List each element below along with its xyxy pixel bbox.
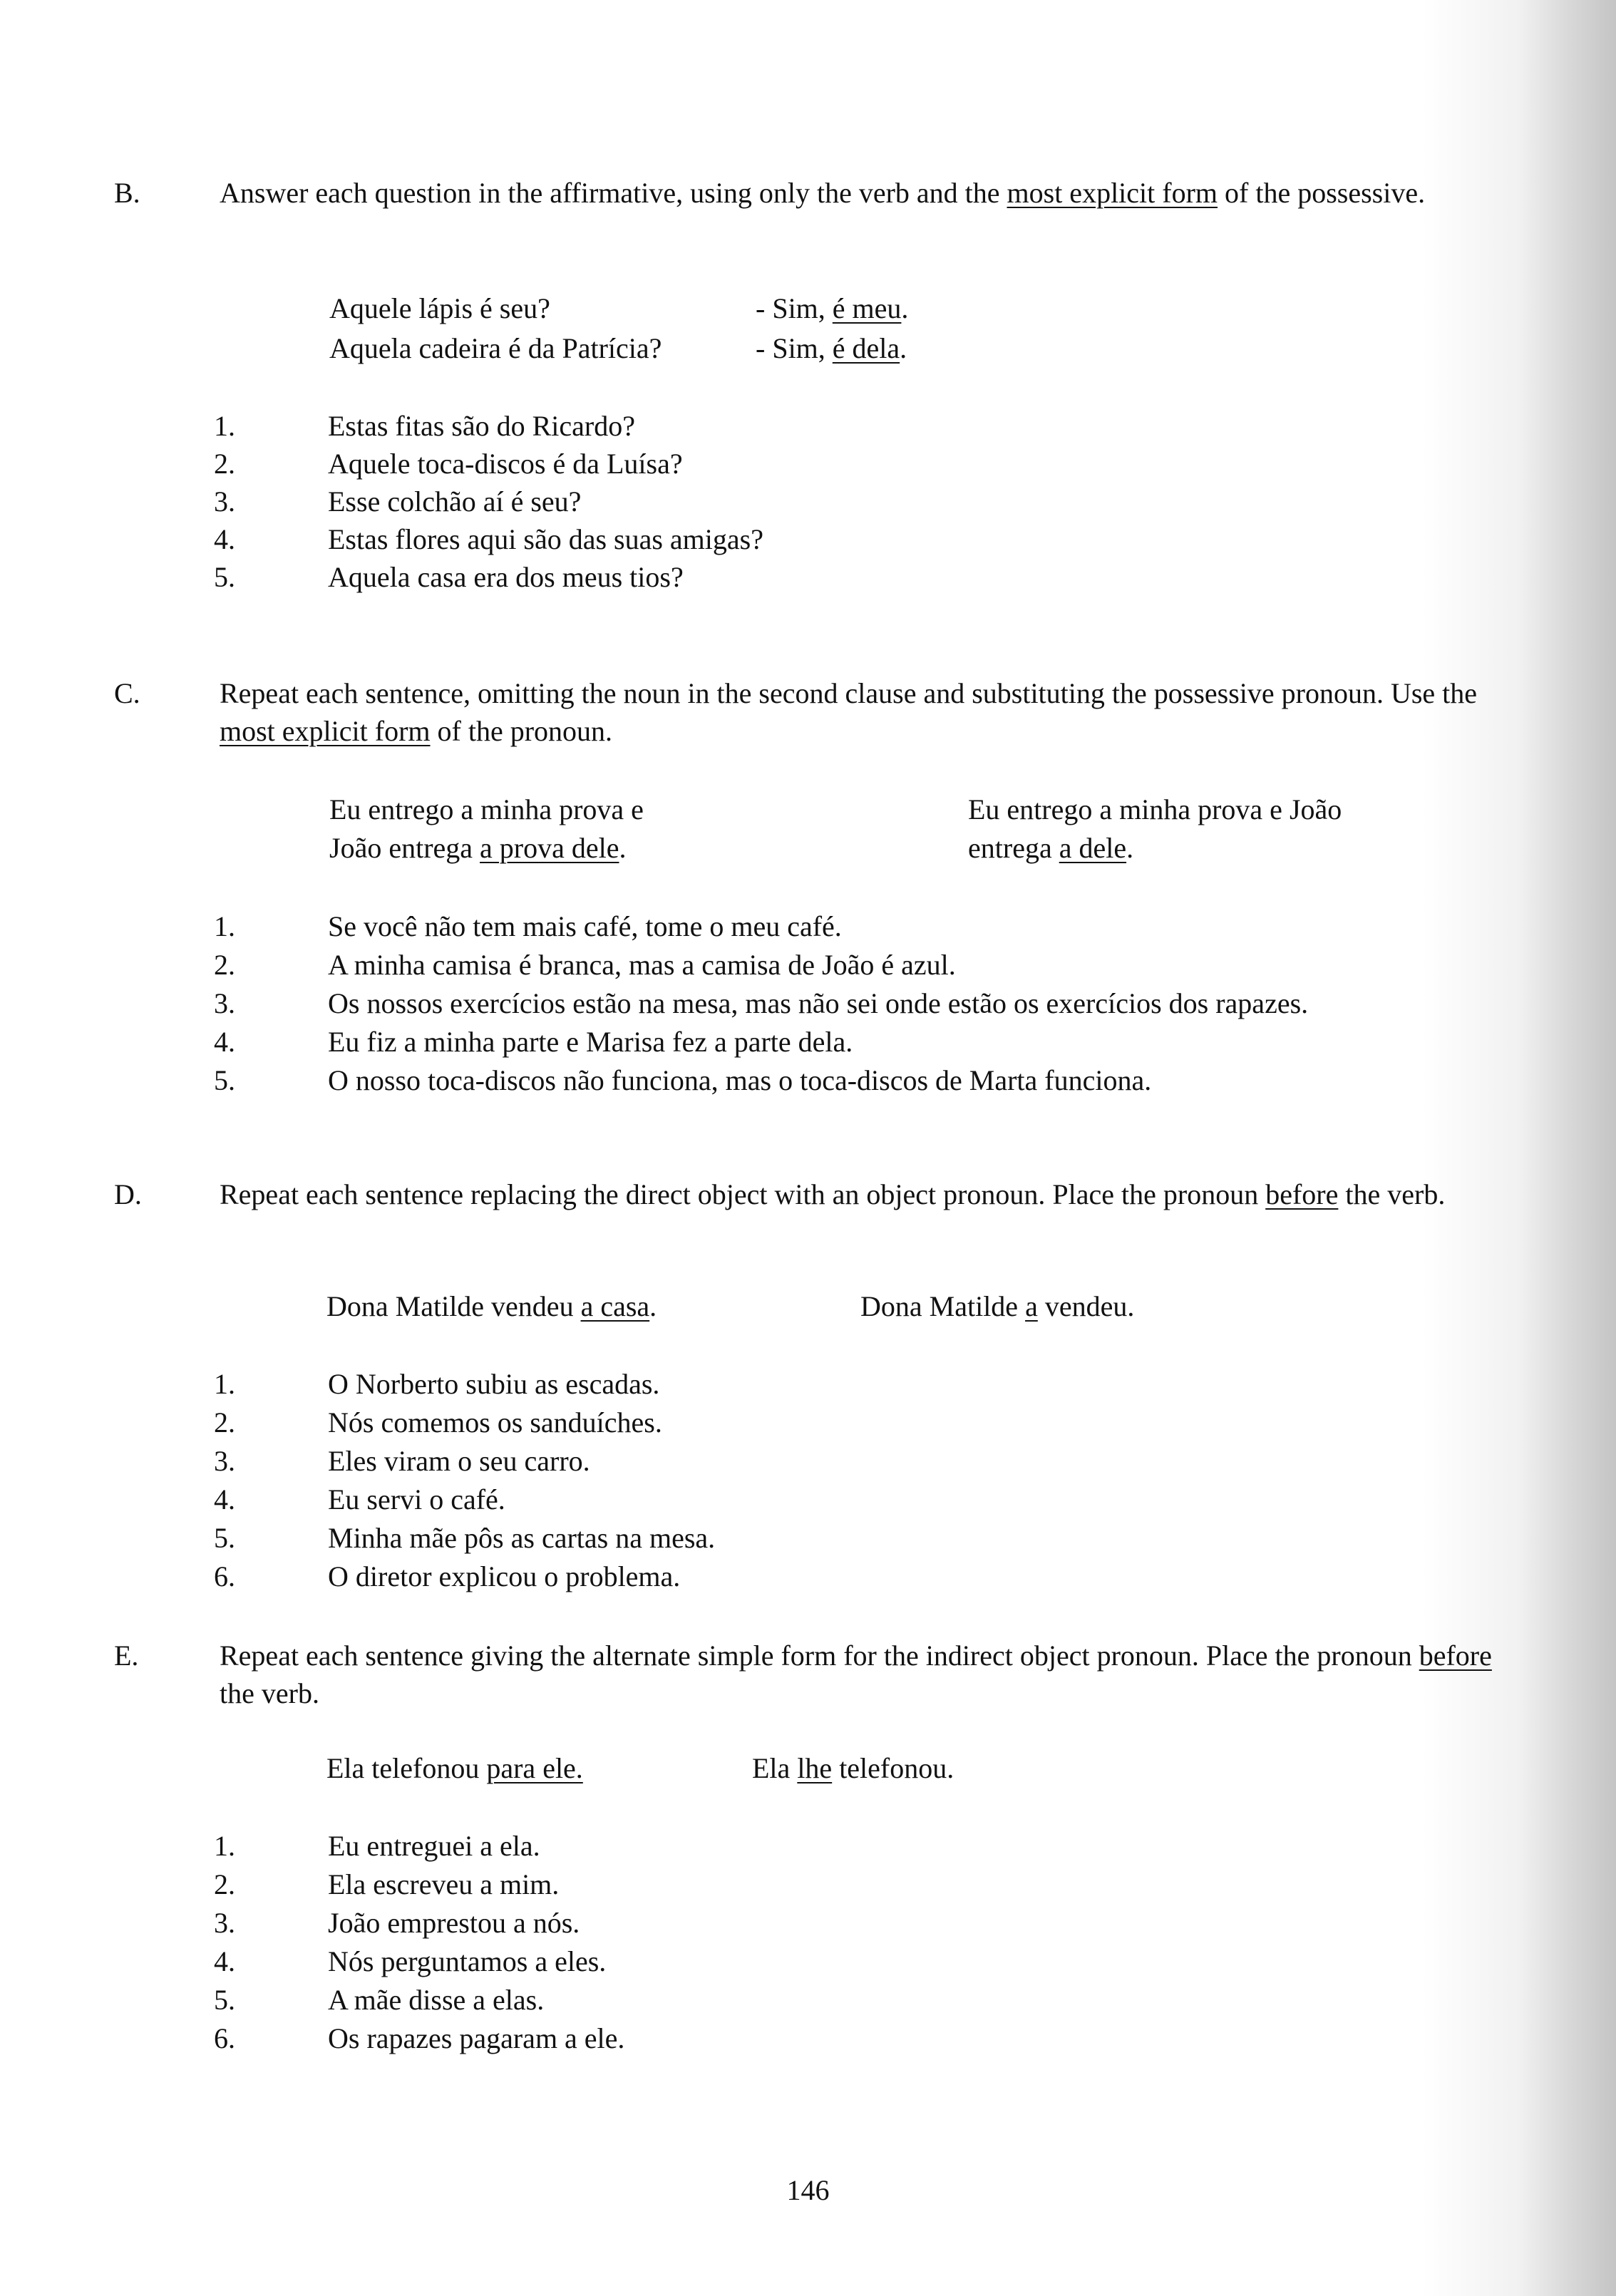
section-c-instructions: Repeat each sentence, omitting the noun in the second clause and substituting the possessive pronoun. Use the most explicit form of the pronoun. bbox=[220, 677, 1478, 747]
exercise-item: A mãe disse a elas. bbox=[328, 1984, 545, 2016]
item-number: 5. bbox=[214, 1522, 235, 1554]
exercise-item: O nosso toca-discos não funciona, mas o toca-discos de Marta funciona. bbox=[328, 1064, 1152, 1096]
item-number: 6. bbox=[214, 1560, 235, 1592]
exercise-item: Estas fitas são do Ricardo? bbox=[328, 410, 635, 442]
section-letter-d: D. bbox=[114, 1178, 142, 1210]
exercise-item: Aquele toca-discos é da Luísa? bbox=[328, 448, 683, 480]
item-number: 2. bbox=[214, 1406, 235, 1438]
section-b-instructions: Answer each question in the affirmative, using only the verb and the most explicit form of the possessive. bbox=[220, 177, 1426, 209]
example-answer: - Sim, é dela. bbox=[756, 332, 907, 364]
section-letter-e: E. bbox=[114, 1639, 139, 1672]
exercise-item: O diretor explicou o problema. bbox=[328, 1560, 681, 1592]
section-e-instructions: Repeat each sentence giving the alternate simple form for the indirect object pronoun. Place the pronoun before the verb. bbox=[220, 1639, 1492, 1709]
item-number: 3. bbox=[214, 485, 235, 518]
exercise-item: Os rapazes pagaram a ele. bbox=[328, 2022, 625, 2054]
item-number: 3. bbox=[214, 987, 235, 1019]
example-question: Aquele lápis é seu? bbox=[329, 292, 550, 324]
exercise-item: Minha mãe pôs as cartas na mesa. bbox=[328, 1522, 716, 1554]
example-question: Aquela cadeira é da Patrícia? bbox=[329, 332, 662, 364]
exercise-item: A minha camisa é branca, mas a camisa de João é azul. bbox=[328, 949, 956, 981]
exercise-item: Os nossos exercícios estão na mesa, mas não sei onde estão os exercícios dos rapazes. bbox=[328, 987, 1309, 1019]
section-letter-c: C. bbox=[114, 677, 140, 709]
item-number: 5. bbox=[214, 561, 235, 593]
item-number: 2. bbox=[214, 949, 235, 981]
example-sentence: Ela telefonou para ele. bbox=[326, 1752, 583, 1784]
item-number: 4. bbox=[214, 1483, 235, 1515]
item-number: 1. bbox=[214, 1368, 235, 1400]
item-number: 2. bbox=[214, 1868, 235, 1900]
item-number: 4. bbox=[214, 1026, 235, 1058]
exercise-item: Eu entreguei a ela. bbox=[328, 1830, 540, 1862]
item-number: 4. bbox=[214, 523, 235, 555]
item-number: 5. bbox=[214, 1064, 235, 1096]
item-number: 5. bbox=[214, 1984, 235, 2016]
section-d-instructions: Repeat each sentence replacing the direct object with an object pronoun. Place the pronoun before the verb. bbox=[220, 1178, 1446, 1210]
exercise-item: O Norberto subiu as escadas. bbox=[328, 1368, 660, 1400]
section-letter-b: B. bbox=[114, 177, 140, 209]
exercise-item: Eles viram o seu carro. bbox=[328, 1445, 590, 1477]
example-answer: - Sim, é meu. bbox=[756, 292, 909, 324]
item-number: 1. bbox=[214, 410, 235, 442]
exercise-item: Eu fiz a minha parte e Marisa fez a parte dela. bbox=[328, 1026, 853, 1058]
item-number: 3. bbox=[214, 1445, 235, 1477]
exercise-item: Esse colchão aí é seu? bbox=[328, 485, 582, 518]
exercise-item: Ela escreveu a mim. bbox=[328, 1868, 560, 1900]
exercise-item: João emprestou a nós. bbox=[328, 1907, 580, 1939]
item-number: 1. bbox=[214, 910, 235, 942]
item-number: 6. bbox=[214, 2022, 235, 2054]
example-sentence: João entrega a prova dele. bbox=[329, 832, 627, 864]
item-number: 4. bbox=[214, 1945, 235, 1977]
exercise-item: Nós perguntamos a eles. bbox=[328, 1945, 607, 1977]
example-answer: Dona Matilde a vendeu. bbox=[860, 1290, 1135, 1322]
page-number: 146 bbox=[786, 2174, 830, 2206]
exercise-item: Se você não tem mais café, tome o meu café. bbox=[328, 910, 842, 942]
example-sentence: Dona Matilde vendeu a casa. bbox=[326, 1290, 657, 1322]
example-answer: entrega a dele. bbox=[968, 832, 1134, 864]
item-number: 2. bbox=[214, 448, 235, 480]
exercise-item: Eu servi o café. bbox=[328, 1483, 505, 1515]
item-number: 1. bbox=[214, 1830, 235, 1862]
example-answer: Eu entrego a minha prova e João bbox=[968, 793, 1342, 825]
example-sentence: Eu entrego a minha prova e bbox=[329, 793, 644, 825]
exercise-item: Aquela casa era dos meus tios? bbox=[328, 561, 684, 593]
item-number: 3. bbox=[214, 1907, 235, 1939]
example-answer: Ela lhe telefonou. bbox=[752, 1752, 954, 1784]
exercise-item: Estas flores aqui são das suas amigas? bbox=[328, 523, 763, 555]
exercise-item: Nós comemos os sanduíches. bbox=[328, 1406, 662, 1438]
